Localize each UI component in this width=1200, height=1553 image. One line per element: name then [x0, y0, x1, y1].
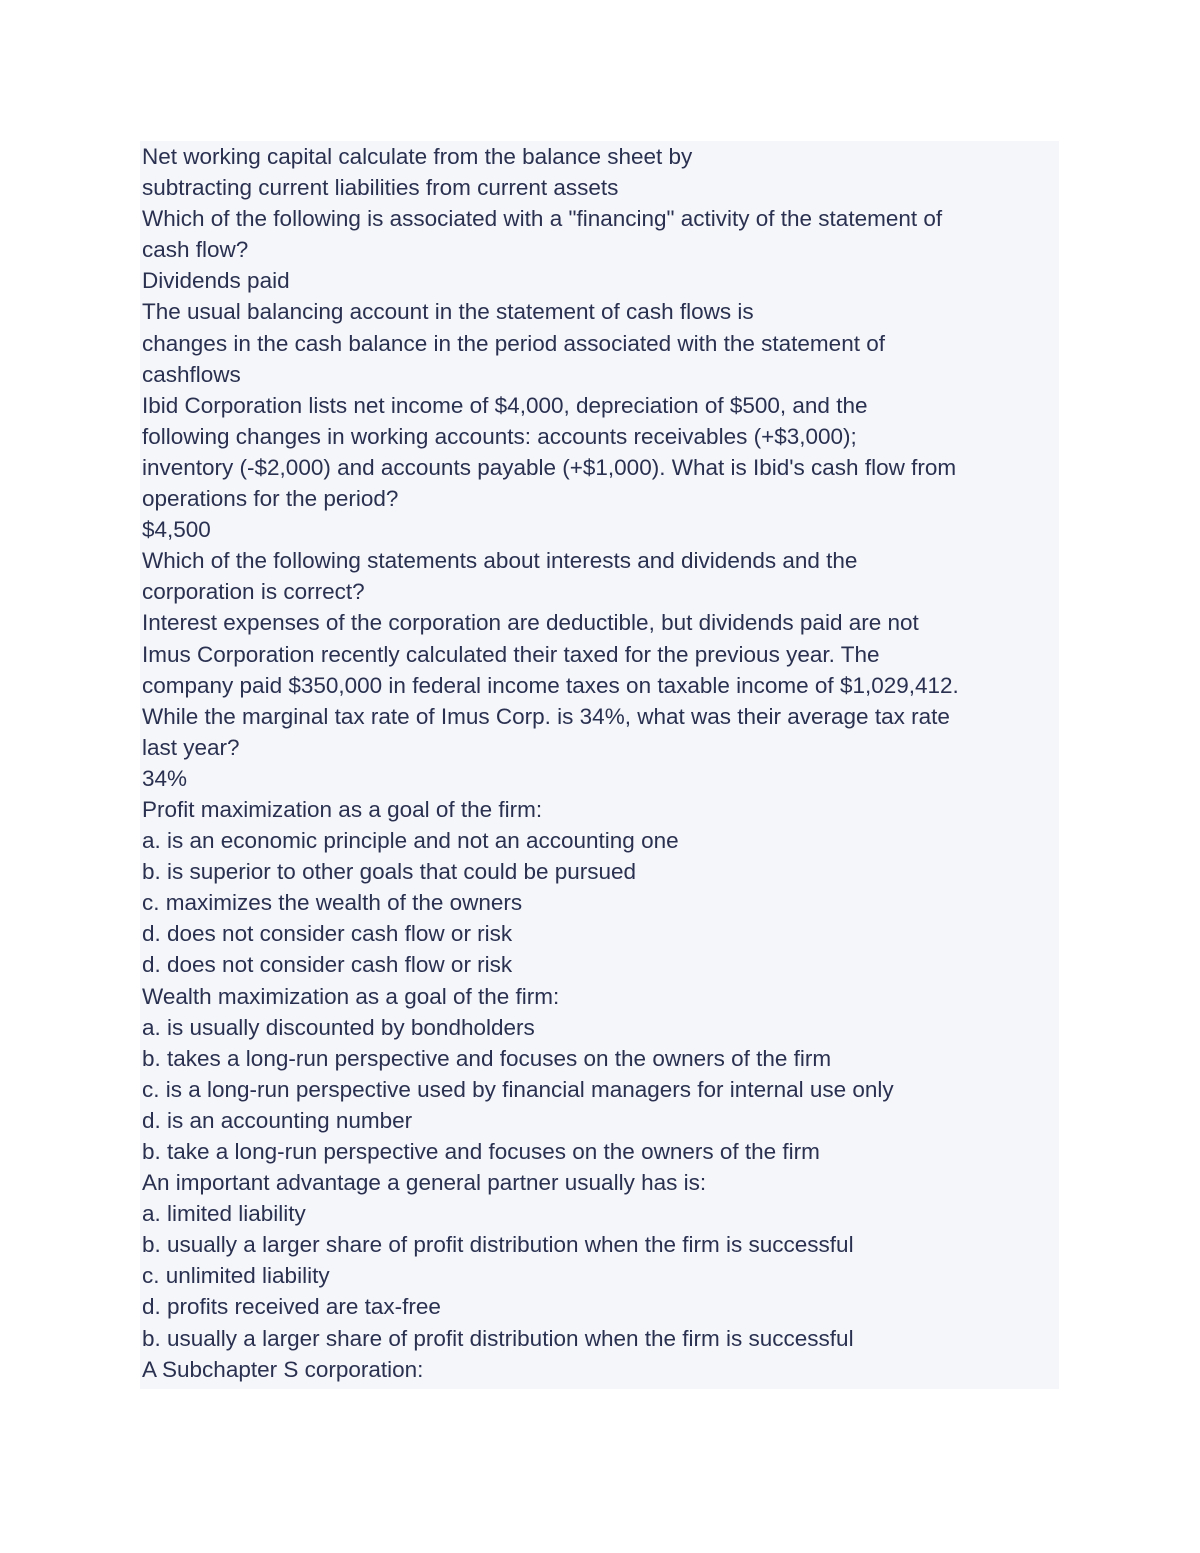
text-line: d. profits received are tax-free — [142, 1294, 441, 1320]
text-line: Which of the following is associated with a "financing" activity of the statement of — [142, 206, 943, 232]
text-line: Ibid Corporation lists net income of $4,000, depreciation of $500, and the — [142, 392, 868, 418]
text-line: cashflows — [142, 361, 241, 387]
text-line: a. is an economic principle and not an accounting one — [142, 828, 679, 854]
text-line: inventory (-$2,000) and accounts payable (+$1,000). What is Ibid's cash flow from — [142, 454, 957, 480]
text-line: b. take a long-run perspective and focuses on the owners of the firm — [142, 1139, 820, 1164]
text-line: b. is superior to other goals that could be pursued — [142, 859, 637, 885]
text-line: $4,500 — [142, 517, 211, 543]
text-line: changes in the cash balance in the period associated with the statement of — [142, 330, 885, 356]
text-line: c. maximizes the wealth of the owners — [142, 890, 523, 916]
text-line: corporation is correct? — [142, 579, 365, 605]
text-line: Which of the following statements about interests and dividends and the — [142, 548, 858, 574]
text-line: company paid $350,000 in federal income taxes on taxable income of $1,029,412. — [142, 672, 959, 698]
text-line: The usual balancing account in the statement of cash flows is — [142, 299, 754, 325]
text-block — [140, 141, 1059, 1389]
text-line: An important advantage a general partner usually has is: — [142, 1170, 707, 1196]
text-line: Wealth maximization as a goal of the firm: — [142, 983, 560, 1009]
text-line: c. is a long-run perspective used by financial managers for internal use only — [142, 1076, 894, 1102]
text-line: A Subchapter S corporation: — [142, 1356, 424, 1382]
text-line: following changes in working accounts: accounts receivables (+$3,000); — [142, 423, 857, 449]
text-line: Imus Corporation recently calculated their taxed for the previous year. The — [142, 641, 880, 667]
text-line: b. usually a larger share of profit distribution when the firm is successful — [142, 1232, 854, 1258]
text-line: a. is usually discounted by bondholders — [142, 1014, 535, 1040]
text-line: Profit maximization as a goal of the firm: — [142, 796, 543, 822]
text-line: b. takes a long-run perspective and focuses on the owners of the firm — [142, 1045, 832, 1071]
text-line: Net working capital calculate from the balance sheet by — [142, 144, 693, 169]
text-line: c. unlimited liability — [142, 1263, 330, 1289]
text-line: cash flow? — [142, 237, 249, 263]
text-line: d. does not consider cash flow or risk — [142, 952, 513, 978]
text-line: d. does not consider cash flow or risk — [142, 921, 513, 947]
text-line: Dividends paid — [142, 268, 290, 294]
text-line: Interest expenses of the corporation are deductible, but dividends paid are not — [142, 610, 919, 636]
text-line: d. is an accounting number — [142, 1107, 413, 1133]
text-line: subtracting current liabilities from current assets — [142, 175, 619, 201]
text-line: 34% — [142, 765, 188, 791]
text-line: While the marginal tax rate of Imus Corp. is 34%, what was their average tax rate — [142, 703, 950, 729]
text-line: last year? — [142, 734, 240, 760]
text-line: operations for the period? — [142, 486, 399, 512]
text-line: b. usually a larger share of profit distribution when the firm is successful — [142, 1325, 854, 1351]
text-line: a. limited liability — [142, 1201, 306, 1227]
